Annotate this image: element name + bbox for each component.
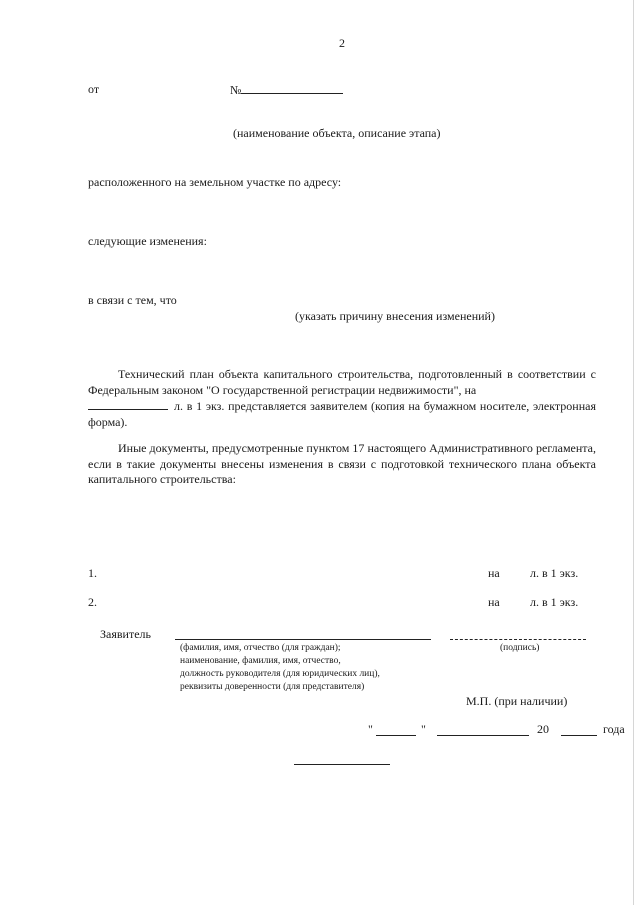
item-2-na: на xyxy=(488,595,500,609)
number-blank[interactable] xyxy=(241,82,343,94)
date-open-quote: " xyxy=(368,722,373,736)
seal-label: М.П. (при наличии) xyxy=(466,694,568,708)
month-blank[interactable] xyxy=(437,735,529,736)
applicant-label: Заявитель xyxy=(100,627,151,641)
applicant-hint-2: наименование, фамилия, имя, отчество, xyxy=(180,656,341,666)
reason-line: в связи с тем, что xyxy=(88,293,177,307)
reason-hint: (указать причину внесения изменений) xyxy=(295,309,495,323)
item-2-sheets: л. в 1 экз. xyxy=(530,595,579,609)
other-docs-paragraph: Иные документы, предусмотренные пунктом 17 настоящего Административного регламента, если в такие документы внесены изменения в связи с подготовкой технического плана объекта капитального строительства: xyxy=(88,441,596,486)
footer-divider xyxy=(294,764,390,765)
year-suffix: года xyxy=(603,722,625,736)
changes-line: следующие изменения: xyxy=(88,234,207,248)
item-1-na: на xyxy=(488,566,500,580)
item-2-number: 2. xyxy=(88,595,97,609)
applicant-signature-line[interactable] xyxy=(450,639,586,640)
tech-plan-text-1: Технический план объекта капитального строительства, подготовленный в соответствии с Федеральным законом "О государственной регистрации недвижимости", на xyxy=(88,367,596,397)
applicant-hint-3: должность руководителя (для юридических лиц), xyxy=(180,669,380,679)
item-1-sheets: л. в 1 экз. xyxy=(530,566,579,580)
tech-plan-paragraph xyxy=(88,367,596,430)
page-number: 2 xyxy=(339,36,345,50)
sheets-blank[interactable] xyxy=(88,398,168,410)
tech-plan-text-2: л. в 1 экз. представляется заявителем (копия на бумажном носителе, электронная форма). xyxy=(88,399,596,429)
year-blank[interactable] xyxy=(561,735,597,736)
applicant-hint-4: реквизиты доверенности (для представителя) xyxy=(180,682,365,692)
tech-plan-text-2-wrap xyxy=(88,398,596,430)
applicant-name-line[interactable] xyxy=(175,639,431,640)
object-hint: (наименование объекта, описание этапа) xyxy=(233,126,441,140)
number-field xyxy=(230,82,343,98)
from-label: от xyxy=(88,82,100,96)
year-prefix: 20 xyxy=(537,722,549,736)
applicant-hint-1: (фамилия, имя, отчество (для граждан); xyxy=(180,643,341,653)
page-edge xyxy=(633,0,634,905)
number-label: № xyxy=(230,83,242,97)
signature-hint: (подпись) xyxy=(500,643,540,653)
item-1-number: 1. xyxy=(88,566,97,580)
day-blank[interactable] xyxy=(376,735,416,736)
date-close-quote: " xyxy=(421,722,426,736)
located-line: расположенного на земельном участке по адресу: xyxy=(88,175,342,189)
